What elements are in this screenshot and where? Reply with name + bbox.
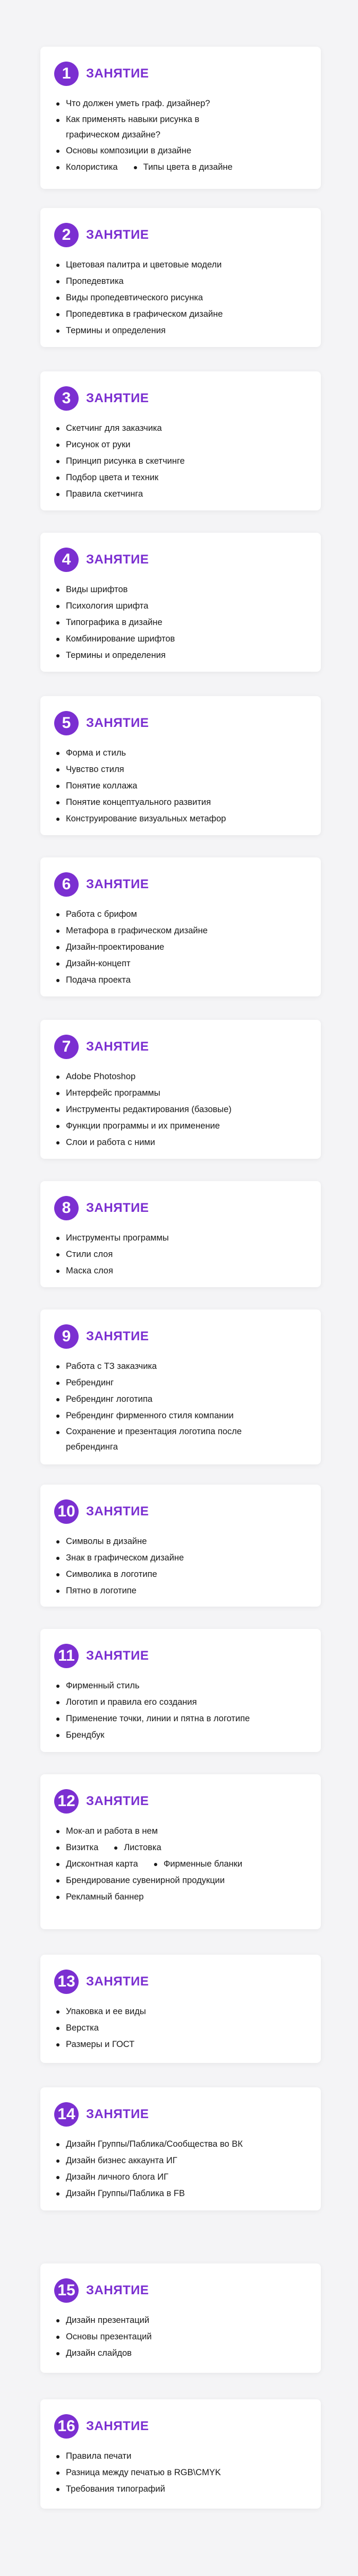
lesson-number-badge: 3 xyxy=(54,386,79,411)
topic-item: Дизайн-проектирование xyxy=(54,939,307,956)
lesson-header xyxy=(54,711,307,735)
topic-item: Работа с ТЗ заказчика xyxy=(54,1358,307,1375)
lesson-number-badge: 8 xyxy=(54,1196,79,1220)
topic-item: Рекламный баннер xyxy=(54,1889,307,1905)
lesson-title: ЗАНЯТИЕ xyxy=(86,716,149,730)
topic-item: Брендирование сувенирной продукции xyxy=(54,1872,307,1889)
lesson-number-badge: 6 xyxy=(54,872,79,897)
topic-item: Дизайн-концепт xyxy=(54,956,307,972)
topic-item: Пятно в логотипе xyxy=(54,1583,307,1599)
topic-item: Понятие коллажа xyxy=(54,778,307,794)
topic-item: Чувство стиля xyxy=(54,761,307,778)
lesson-title: ЗАНЯТИЕ xyxy=(86,1974,149,1989)
topic-item: Требования типографий xyxy=(54,2481,307,2497)
topic-item: Комбинирование шрифтов xyxy=(54,631,307,647)
lesson-header xyxy=(54,1196,307,1220)
topic-list xyxy=(54,2448,307,2497)
topic-item: Понятие концептуального развития xyxy=(54,794,307,811)
topic-item: Термины и определения xyxy=(54,323,307,339)
topic-list xyxy=(54,1823,307,1905)
topic-item: Дизайн Группы/Паблика/Сообщества во ВК xyxy=(54,2136,307,2153)
topic-item: Мок-ап и работа в нем xyxy=(54,1823,307,1840)
topic-item: Дизайн бизнес аккаунта ИГ xyxy=(54,2153,307,2169)
lesson-number-badge: 13 xyxy=(54,1970,79,1994)
topic-item: Типы цвета в дизайне xyxy=(132,159,233,176)
lesson-number-badge: 2 xyxy=(54,223,79,247)
topic-item: Размеры и ГОСТ xyxy=(54,2036,307,2053)
lesson-title: ЗАНЯТИЕ xyxy=(86,552,149,567)
topic-item: Метафора в графическом дизайне xyxy=(54,923,307,939)
lesson-title: ЗАНЯТИЕ xyxy=(86,2419,149,2433)
lesson-title: ЗАНЯТИЕ xyxy=(86,1504,149,1519)
lesson-number-badge: 7 xyxy=(54,1035,79,1059)
topic-item: Конструирование визуальных метафор xyxy=(54,811,307,827)
topic-item: Брендбук xyxy=(54,1727,307,1744)
topic-item: Инструменты редактирования (базовые) xyxy=(54,1101,307,1118)
topic-item: Листовка xyxy=(112,1840,161,1856)
topic-list xyxy=(54,2003,307,2053)
lesson-title: ЗАНЯТИЕ xyxy=(86,1329,149,1343)
lesson-header xyxy=(54,2414,307,2439)
topic-list xyxy=(54,582,307,664)
topic-item: Разница между печатью в RGB\CMYK xyxy=(54,2465,307,2481)
lesson-number-badge: 16 xyxy=(54,2414,79,2439)
lesson-title: ЗАНЯТИЕ xyxy=(86,2283,149,2297)
topic-list xyxy=(54,1069,307,1151)
topic-item-pair xyxy=(54,1856,307,1872)
lesson-card-5 xyxy=(40,696,321,835)
topic-item: Рисунок от руки xyxy=(54,437,307,453)
lesson-title: ЗАНЯТИЕ xyxy=(86,391,149,405)
lesson-title: ЗАНЯТИЕ xyxy=(86,66,149,81)
topic-item: Скетчинг для заказчика xyxy=(54,420,307,437)
topic-item: Пропедевтика xyxy=(54,273,307,290)
lesson-number-badge: 15 xyxy=(54,2278,79,2303)
lesson-card-13 xyxy=(40,1955,321,2063)
topic-item: Цветовая палитра и цветовые модели xyxy=(54,257,307,273)
topic-item: Adobe Photoshop xyxy=(54,1069,307,1085)
topic-list xyxy=(54,745,307,827)
lesson-card-3 xyxy=(40,371,321,510)
lesson-card-2 xyxy=(40,208,321,347)
topic-item: Виды шрифтов xyxy=(54,582,307,598)
topic-item: Типографика в дизайне xyxy=(54,614,307,631)
lesson-number-badge: 14 xyxy=(54,2102,79,2127)
topic-item: Что должен уметь граф. дизайнер? xyxy=(54,96,307,112)
topic-item: Сохранение и презентация логотипа после ребрендинга xyxy=(54,1424,246,1455)
lesson-number-badge: 12 xyxy=(54,1789,79,1814)
topic-item: Дисконтная карта xyxy=(54,1856,138,1872)
topic-item: Ребрендинг логотипа xyxy=(54,1391,307,1408)
topic-item: Функции программы и их применение xyxy=(54,1118,307,1134)
topic-item: Колористика xyxy=(54,159,118,176)
lesson-header xyxy=(54,386,307,411)
lesson-header xyxy=(54,2278,307,2303)
topic-item: Основы композиции в дизайне xyxy=(54,143,307,159)
topic-item: Дизайн презентаций xyxy=(54,2312,307,2329)
topic-item: Упаковка и ее виды xyxy=(54,2003,307,2020)
topic-list xyxy=(54,2312,307,2362)
lesson-card-4 xyxy=(40,533,321,672)
topic-item: Как применять навыки рисунка в графическом дизайне? xyxy=(54,112,241,143)
topic-item: Ребрендинг фирменного стиля компании xyxy=(54,1408,307,1424)
topic-list xyxy=(54,96,307,176)
lesson-number-badge: 5 xyxy=(54,711,79,735)
lesson-header xyxy=(54,1789,307,1814)
lesson-card-9 xyxy=(40,1309,321,1464)
topic-list xyxy=(54,257,307,339)
topic-item: Слои и работа с ними xyxy=(54,1134,307,1151)
topic-item: Основы презентаций xyxy=(54,2329,307,2345)
topic-item: Работа с брифом xyxy=(54,906,307,923)
lesson-number-badge: 10 xyxy=(54,1499,79,1524)
topic-item: Визитка xyxy=(54,1840,98,1856)
topic-item: Интерфейс программы xyxy=(54,1085,307,1101)
topic-item: Пропедевтика в графическом дизайне xyxy=(54,306,307,323)
lesson-number-badge: 9 xyxy=(54,1324,79,1349)
lesson-card-10 xyxy=(40,1485,321,1607)
topic-item: Правила печати xyxy=(54,2448,307,2465)
topic-item: Дизайн Группы/Паблика в FB xyxy=(54,2185,307,2202)
topic-list xyxy=(54,1533,307,1599)
lesson-header xyxy=(54,1644,307,1668)
lesson-number-badge: 1 xyxy=(54,62,79,86)
lesson-title: ЗАНЯТИЕ xyxy=(86,1649,149,1663)
lesson-title: ЗАНЯТИЕ xyxy=(86,877,149,891)
topic-item: Логотип и правила его создания xyxy=(54,1694,307,1711)
topic-item: Маска слоя xyxy=(54,1263,307,1279)
lesson-card-12 xyxy=(40,1774,321,1929)
lesson-title: ЗАНЯТИЕ xyxy=(86,1794,149,1808)
topic-item-pair xyxy=(54,1840,307,1856)
lesson-number-badge: 4 xyxy=(54,548,79,572)
lesson-header xyxy=(54,548,307,572)
lesson-header xyxy=(54,2102,307,2127)
lesson-title: ЗАНЯТИЕ xyxy=(86,228,149,242)
lesson-card-7 xyxy=(40,1020,321,1159)
lesson-header xyxy=(54,1324,307,1349)
lesson-title: ЗАНЯТИЕ xyxy=(86,1201,149,1215)
topic-list xyxy=(54,2136,307,2202)
lesson-title: ЗАНЯТИЕ xyxy=(86,1039,149,1054)
topic-item: Дизайн слайдов xyxy=(54,2345,307,2362)
lesson-header xyxy=(54,1035,307,1059)
topic-item: Термины и определения xyxy=(54,647,307,664)
lesson-title: ЗАНЯТИЕ xyxy=(86,2107,149,2121)
topic-list xyxy=(54,1230,307,1279)
topic-item: Стили слоя xyxy=(54,1246,307,1263)
lesson-header xyxy=(54,223,307,247)
topic-item: Символика в логотипе xyxy=(54,1566,307,1583)
topic-item: Правила скетчинга xyxy=(54,486,307,502)
topic-item: Принцип рисунка в скетчинге xyxy=(54,453,307,470)
lesson-card-1 xyxy=(40,47,321,189)
lesson-header xyxy=(54,1970,307,1994)
lesson-card-14 xyxy=(40,2087,321,2210)
topic-list xyxy=(54,1358,307,1455)
topic-item: Символы в дизайне xyxy=(54,1533,307,1550)
lesson-number-badge: 11 xyxy=(54,1644,79,1668)
topic-item: Форма и стиль xyxy=(54,745,307,761)
lesson-header xyxy=(54,1499,307,1524)
topic-list xyxy=(54,906,307,988)
topic-item: Фирменный стиль xyxy=(54,1678,307,1694)
topic-item-pair xyxy=(54,159,307,176)
lesson-header xyxy=(54,62,307,86)
lesson-header xyxy=(54,872,307,897)
topic-item: Виды пропедевтического рисунка xyxy=(54,290,307,306)
lesson-card-15 xyxy=(40,2263,321,2373)
topic-item: Знак в графическом дизайне xyxy=(54,1550,307,1566)
lesson-card-11 xyxy=(40,1629,321,1752)
topic-item: Ребрендинг xyxy=(54,1375,307,1391)
lesson-card-6 xyxy=(40,857,321,996)
topic-item: Фирменные бланки xyxy=(152,1856,242,1872)
topic-item: Подача проекта xyxy=(54,972,307,988)
topic-item: Применение точки, линии и пятна в логотипе xyxy=(54,1711,307,1727)
topic-item: Инструменты программы xyxy=(54,1230,307,1246)
topic-list xyxy=(54,1678,307,1744)
topic-item: Подбор цвета и техник xyxy=(54,470,307,486)
topic-item: Дизайн личного блога ИГ xyxy=(54,2169,307,2185)
topic-item: Психология шрифта xyxy=(54,598,307,614)
topic-item: Верстка xyxy=(54,2020,307,2036)
lesson-card-16 xyxy=(40,2399,321,2509)
topic-list xyxy=(54,420,307,502)
lesson-card-8 xyxy=(40,1181,321,1287)
